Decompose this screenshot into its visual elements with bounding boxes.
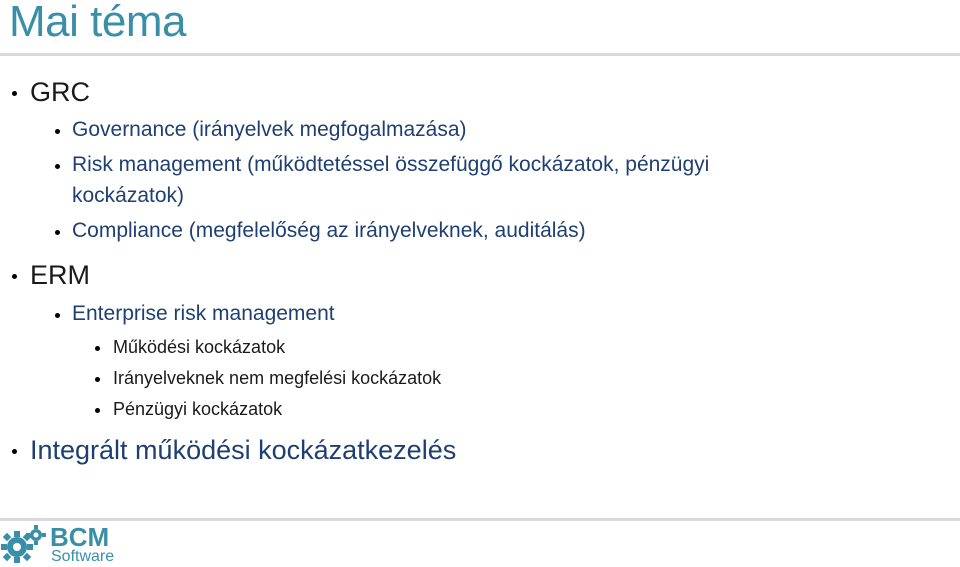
- title-divider: [0, 53, 960, 56]
- bullet-risk-management-cont: kockázatok): [72, 184, 185, 207]
- bullet-erm: ERM: [30, 260, 90, 290]
- logo-wordmark: BCM: [50, 522, 110, 552]
- bullet-dot: [95, 346, 100, 351]
- bullet-dot: [55, 164, 60, 169]
- footer-divider: [0, 518, 960, 521]
- bullet-dot: [95, 408, 100, 413]
- bullet-dot: [55, 313, 60, 318]
- logo-tagline: Software: [51, 548, 115, 565]
- gears-icon: [0, 523, 48, 567]
- bullet-governance: Governance (irányelvek megfogalmazása): [72, 118, 467, 141]
- bullet-compliance: Compliance (megfelelőség az irányelveknek, auditálás): [72, 219, 586, 242]
- bullet-integralt: Integrált működési kockázatkezelés: [30, 435, 457, 465]
- slide-title: Mai téma: [9, 0, 186, 46]
- bullet-dot: [55, 230, 60, 235]
- bullet-mukodesi: Működési kockázatok: [113, 337, 286, 357]
- bullet-enterprise-risk: Enterprise risk management: [72, 302, 335, 325]
- bullet-dot: [95, 377, 100, 382]
- bullet-risk-management: Risk management (működtetéssel összefüggő kockázatok, pénzügyi: [72, 153, 710, 176]
- bullet-dot: [12, 274, 17, 279]
- bullet-penzugyi: Pénzügyi kockázatok: [113, 399, 283, 419]
- bullet-dot: [12, 449, 17, 454]
- bullet-grc: GRC: [30, 77, 90, 107]
- bullet-dot: [55, 129, 60, 134]
- bullet-dot: [12, 91, 17, 96]
- bullet-iranyelveknek: Irányelveknek nem megfelési kockázatok: [113, 368, 442, 388]
- bcm-logo: [0, 523, 130, 567]
